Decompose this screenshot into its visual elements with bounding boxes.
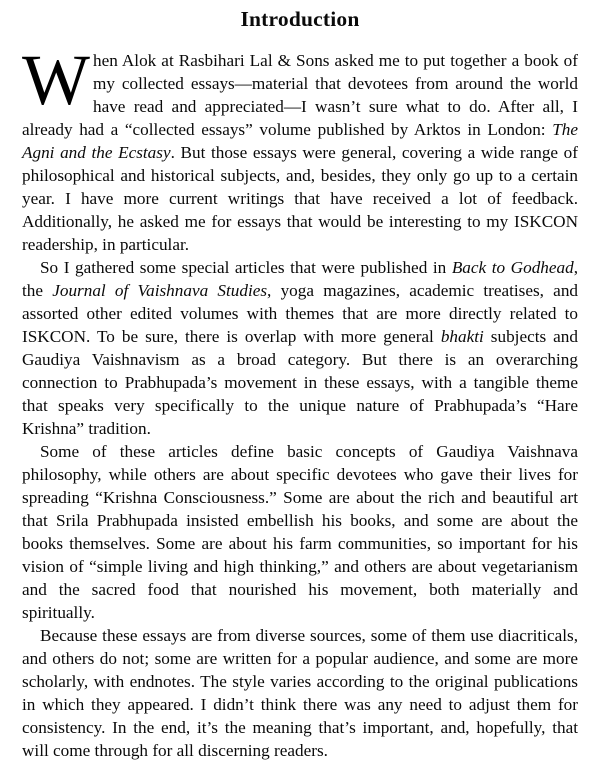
text-run: Because these essays are from diverse sources, some of them use diacriticals, and others do not; some are written for a popular audience, and some are more scholarly, with endnotes. The style varies according to the original publications in which they appeared. I didn’t think there was any need to adjust them for consistency. In the end, it’s the meaning that’s important, and, hopefully, that will come through for all discerning readers. (22, 626, 578, 760)
text-run: So I gathered some special articles that were published in (40, 258, 452, 277)
paragraph (22, 256, 578, 440)
text-run: . But those essays were general, covering a wide range of philosophical and historical subjects, and, besides, they only go up to a certain year. I have more current writings that have received a lot of feedback. Additionally, he asked me for essays that would be interesting to my ISKCON readership, in particular. (22, 143, 578, 254)
text-run: , the (22, 258, 578, 300)
italic-text-run: Journal of Vaishnava Studies (52, 281, 268, 300)
paragraph-container (22, 40, 579, 762)
text-run: , yoga magazines, academic treatises, and assorted other edited volumes with themes that are more directly related to ISKCON. To be sure, there is overlap with more general (22, 281, 579, 346)
text-run: Some of these articles define basic concepts of Gaudiya Vaishnava philosophy, while others are about specific devotees who gave their lives for spreading “Krishna Consciousness.” Some are about the rich and beautiful art that Srila Prabhupada insisted embellish his books, and some are about the books themselves. Some are about his farm communities, so important for his vision of “simple living and high thinking,” and others are about vegetarianism and the sacred food that nourished his movement, both materially and spiritually. (22, 442, 578, 622)
drop-cap: W (22, 40, 90, 120)
paragraph (22, 440, 578, 624)
italic-text-run: The Agni and the Ecstasy (22, 120, 578, 162)
paragraph (22, 40, 578, 256)
italic-text-run: bhakti (440, 327, 484, 346)
paragraph (22, 624, 578, 762)
page-title: Introduction (240, 7, 360, 31)
body-text (22, 40, 579, 762)
text-run: subjects and Gaudiya Vaishnavism as a broad category. But there is an overarching connection to Prabhupada’s movement in these essays, with a tangible theme that speaks very specifically to the unique nature of Prabhupada’s “Hare Krishna” tradition. (22, 327, 578, 438)
italic-text-run: Back to Godhead (451, 258, 574, 277)
text-run: hen Alok at Rasbihari Lal & Sons asked me to put together a book of my collected essays—material that devotees from around the world have read and appreciated—I wasn’t sure what to do. After all, I already had a “collected essays” volume published by Arktos in London: (22, 51, 578, 139)
